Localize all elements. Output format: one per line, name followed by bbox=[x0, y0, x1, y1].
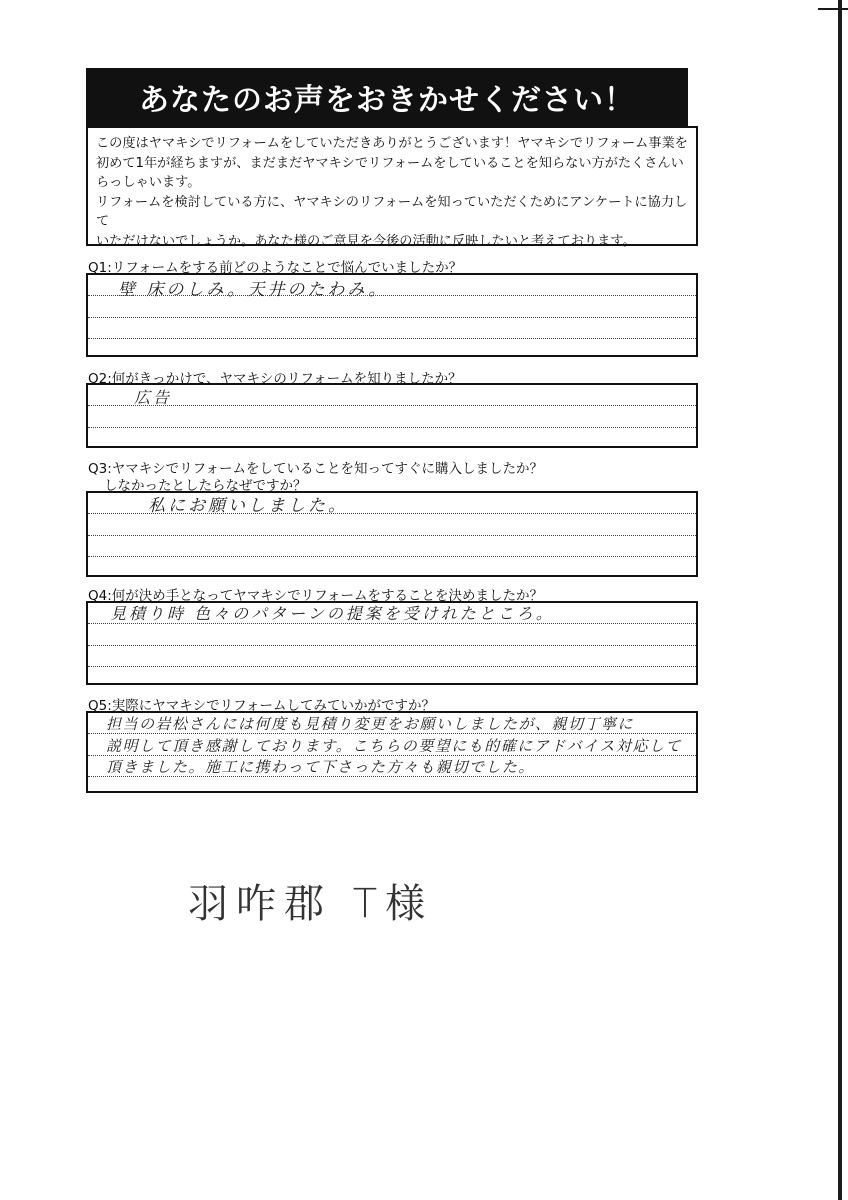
question-5-label: Q5:実際にヤマキシでリフォームしてみていかがですか？ bbox=[88, 698, 435, 714]
answer-line bbox=[88, 556, 696, 557]
question-1-answer: 壁 床のしみ。天井のたわみ。 bbox=[118, 280, 389, 300]
question-1-label: Q1:リフォームをする前どのようなことで悩んでいましたか？ bbox=[88, 260, 463, 276]
question-2-answer-box bbox=[86, 383, 698, 448]
answer-line bbox=[88, 645, 696, 646]
question-3-answer-box bbox=[86, 491, 698, 577]
answer-line bbox=[88, 535, 696, 536]
page-title: あなたのお声をおきかせください！ bbox=[86, 68, 688, 126]
scan-edge-right bbox=[838, 0, 842, 1200]
question-3-answer: 私にお願いしました。 bbox=[148, 496, 348, 516]
intro-paragraph-1: この度はヤマキシでリフォームをしていただきありがとうございます！ヤマキシでリフォーム事業を 初めて1年が経ちますが、まだまだヤマキシでリフォームをしていることを知らない方がたくさんい らっしゃいます。 bbox=[96, 136, 688, 190]
question-5-answer-line-3: 頂きました。施工に携わって下さった方々も親切でした。 bbox=[106, 758, 535, 776]
intro-box bbox=[86, 126, 698, 249]
answer-line bbox=[88, 338, 696, 339]
answer-line bbox=[88, 317, 696, 318]
answer-line bbox=[88, 427, 696, 428]
question-4-answer-box bbox=[86, 601, 698, 685]
question-4-label: Q4:何が決め手となってヤマキシでリフォームをすることを決めましたか？ bbox=[88, 588, 543, 604]
question-3-sublabel: しなかったとしたらなぜですか？ bbox=[104, 478, 307, 494]
question-4-answer: 見積り時 色々のパターンの提案を受けれたところ。 bbox=[110, 604, 555, 623]
answer-line bbox=[88, 405, 696, 406]
question-5-answer-box bbox=[86, 711, 698, 793]
scan-edge-top bbox=[818, 8, 848, 10]
question-2-answer: 広告 bbox=[134, 388, 173, 407]
question-5-answer-line-2: 説明して頂き感謝しております。こちらの要望にも的確にアドバイス対応して bbox=[106, 737, 682, 755]
question-1-answer-box bbox=[86, 273, 698, 357]
question-2-label: Q2:何がきっかけで、ヤマキシのリフォームを知りましたか？ bbox=[88, 371, 462, 387]
question-3-label: Q3:ヤマキシでリフォームをしていることを知ってすぐに購入しましたか？ bbox=[88, 461, 543, 477]
intro-paragraph-2: リフォームを検討している方に、ヤマキシのリフォームを知っていただくためにアンケートに協力して いただけないでしょうか。あなた様のご意見を今後の活動に反映したいと考えております。 bbox=[96, 194, 688, 249]
answer-line bbox=[88, 666, 696, 667]
customer-signature: 羽咋郡 T様 bbox=[188, 881, 434, 927]
question-5-answer-line-1: 担当の岩松さんには何度も見積り変更をお願いしましたが、親切丁寧に bbox=[106, 715, 635, 733]
